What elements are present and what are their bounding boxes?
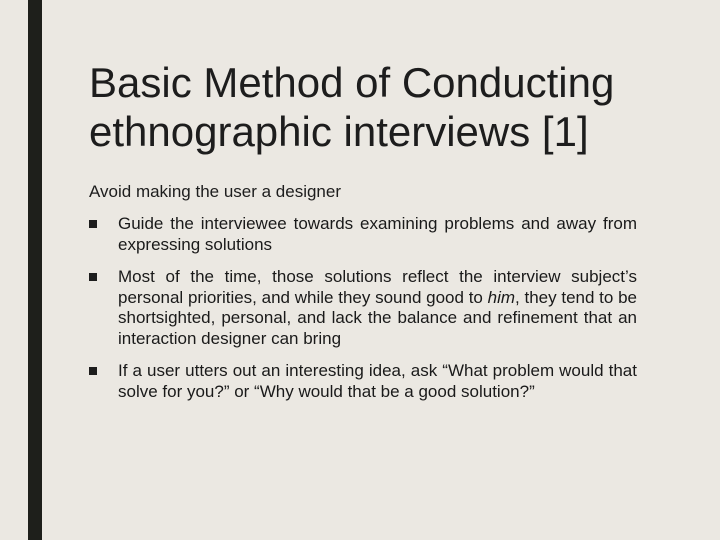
square-bullet-icon	[89, 220, 97, 228]
bullet-emphasis: him	[487, 287, 516, 307]
bullet-text: If a user utters out an interesting idea, ask “What problem would that solve for you?” or “Why would that be a good solution?”	[118, 361, 637, 401]
bullet-item	[89, 214, 637, 255]
slide-title: Basic Method of Conducting ethnographic interviews [1]	[89, 59, 615, 155]
bullet-list	[89, 214, 637, 414]
square-bullet-icon	[89, 273, 97, 281]
bullet-text-part: Most of the time, those solutions reflect the interview subject’s personal priorities, and while they sound good to	[118, 267, 637, 307]
bullet-item	[89, 361, 637, 402]
accent-bar	[28, 0, 42, 540]
slide-subheading: Avoid making the user a designer	[89, 182, 342, 201]
square-bullet-icon	[89, 367, 97, 375]
bullet-text: Guide the interviewee towards examining problems and away from expressing solutions	[118, 214, 637, 254]
bullet-text-part: , they tend to be shortsighted, personal, and lack the balance and refinement that an interaction designer can bring	[118, 287, 638, 348]
bullet-item	[89, 267, 637, 349]
bullet-text	[118, 267, 637, 348]
